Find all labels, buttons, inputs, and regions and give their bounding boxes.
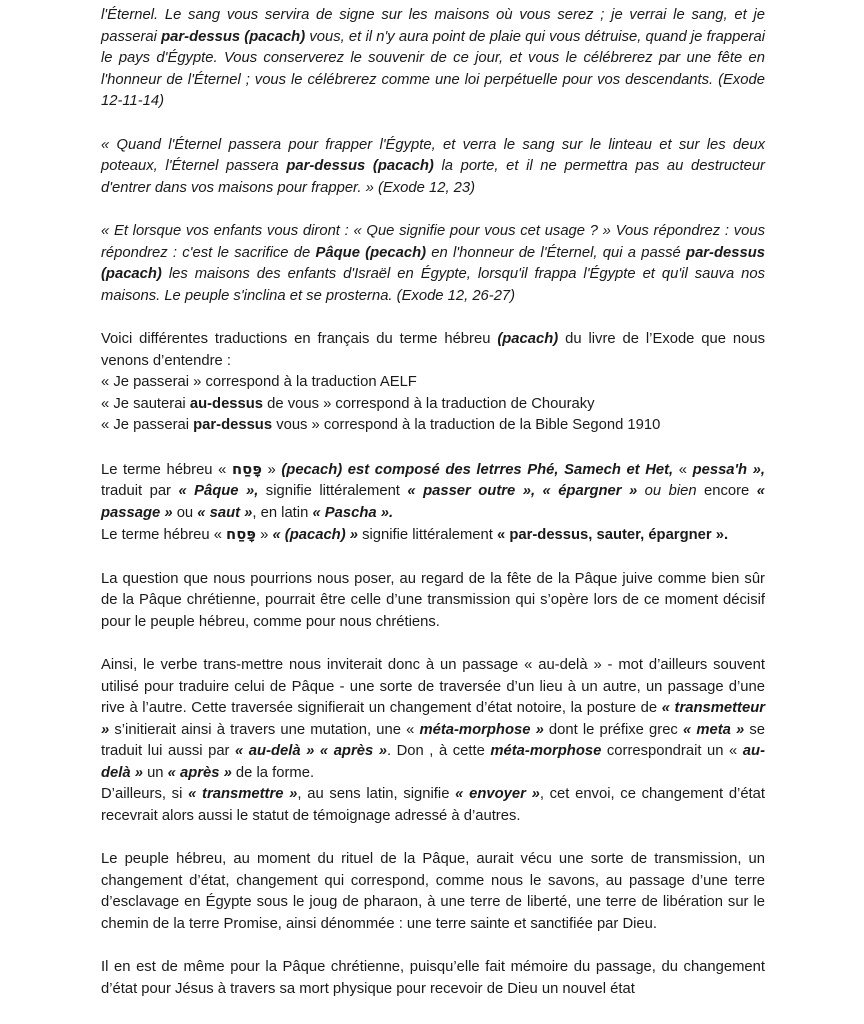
text-run: vous, et il n'y aura point de plaie qui vous détruise, quand je frapperai le pays d'Égypte. Vous conserverez le souvenir de ce jour, et vous le célébrerez par une fête en l'honneur de l'Éternel ; vous le célébrerez comme une loi perpétuelle pour vos descendants. (Exode 12-11-14) [101,28,765,109]
paque-chretienne [101,957,765,1000]
text-run: « Je sauterai [101,395,190,412]
terme-hebreu-pecach [101,459,765,525]
text-run: « par-dessus, sauter, épargner ». [496,527,729,543]
text-run: « au-delà » « après » [235,743,387,759]
intro-traductions [101,329,765,372]
text-run: par-dessus [193,417,273,433]
text-run: « passage » [101,483,765,521]
text-run: Le terme hébreu « [101,461,232,478]
text-run: ou [172,504,198,521]
text-run: La question que nous pourrions nous poser, au regard de la fête de la Pâque juive comme bien sûr de la Pâque chrétienne, pourrait être celle d’une transmission qui s’opère lors de ce moment décisif pour le peuple hébreu, comme pour nous chrétiens. [101,570,765,630]
question-transmission [101,569,765,634]
text-run: « transmettre » [188,786,298,802]
text-run: Il en est de même pour la Pâque chrétienne, puisqu’elle fait mémoire du passage, du changement d’état pour Jésus à travers sa mort physique pour recevoir de Dieu un nouvel état [101,959,765,997]
text-run: Pâque (pecach) [315,244,427,261]
quote-exode-12-23 [101,135,765,200]
text-run: les maisons des enfants d'Israël en Égypte, lorsqu'il frappa l'Égypte et qu'il sauva nos maisons. Le peuple s'inclina et se prosterna. (Exode 12, 26-27) [101,266,765,304]
text-run: se traduit lui aussi par [101,721,765,759]
quote-exode-12-26-27 [101,221,765,307]
text-run: du livre de l’Exode que nous venons d’entendre : [101,331,765,369]
text-run: correspondrait un « [601,743,743,759]
text-run: « saut » [197,504,253,521]
text-run: pessa'h », [692,461,766,478]
text-run: « envoyer » [455,786,540,802]
text-run: « Je passerai [101,417,194,433]
hebrew-term: פָּסַח [226,526,256,543]
text-run: , cet envoi, ce changement d’état recevrait alors aussi le statut de témoignage adressé à d’autres. [101,786,766,824]
text-run: de vous » correspond à la traduction de Chouraky [263,395,595,412]
text-run: Voici différentes traductions en français du terme hébreu [101,331,498,347]
text-run: « meta » [682,721,745,738]
text-run: Le peuple hébreu, au moment du rituel de la Pâque, aurait vécu une sorte de transmission, un changement d’état, changement qui correspond, comme nous le savons, au passage d’une terre d’esclavage en Égypte sous le joug de pharaon, à une terre de liberté, une terre de libération sur le chemin de la terre Promise, ainsi dénommée : une terre sainte et sanctifiée par Dieu. [101,851,765,932]
text-run: , au sens latin, signifie [297,786,456,802]
text-run: « [673,461,693,478]
text-run: par-dessus (pacach) [161,28,306,45]
text-run: au-dessus [189,395,264,412]
text-run: par-dessus (pacach) [101,244,765,282]
text-run: en l'honneur de l'Éternel, qui a passé [426,244,687,261]
text-run: Le terme hébreu « [101,527,227,543]
text-run: Ainsi, le verbe trans-mettre nous inviterait donc à un passage « au-delà » - mot d’ailleurs souvent utilisé pour traduire celui de Pâque - une sorte de traversée d’un lieu à un autre, un passage d’une rive à l’autre. Cette traversée signifierait un changement d’état notoire, la posture de [101,657,765,716]
text-run: la porte, et il ne permettra pas au destructeur d'entrer dans vos maisons pour frapper. » (Exode 12, 23) [101,158,765,196]
text-run: méta-morphose » [419,721,544,738]
text-run: « transmetteur » [101,700,765,738]
text-run: signifie littéralement [357,527,497,543]
text-run: « passer outre », « épargner » [407,483,638,499]
text-run: . Don , à cette [386,743,491,759]
text-run: « Et lorsque vos enfants vous diront : « Que signifie pour vous cet usage ? » Vous répondrez : vous répondrez : c'est le sacrifice de [101,223,765,261]
text-run: « Pascha ». [312,504,394,521]
text-run: » [261,461,282,478]
text-run: « Quand l'Éternel passera pour frapper l'Égypte, et verra le sang sur le linteau et sur les deux poteaux, l'Éternel passera [101,136,765,174]
text-run: de la forme. [231,764,315,781]
text-run: « (pacach) » [272,527,358,543]
text-run: (pacach) [497,331,559,347]
text-run: signifie littéralement [258,483,408,499]
text-run: par-dessus (pacach) [286,158,434,174]
peuple-hebreu-passage [101,849,765,935]
text-run: un [142,764,168,781]
transmettre-envoyer [101,784,765,827]
text-run: (pecach) est composé des letrres Phé, Samech et Het, [281,461,674,478]
text-run: vous » correspond à la traduction de la Bible Segond 1910 [272,417,661,433]
text-run: s’initierait ainsi à travers une mutation, une « [109,721,420,738]
text-run: encore [704,483,757,499]
terme-hebreu-pacach [101,524,765,547]
hebrew-term: פָּסַח [231,460,262,478]
traduction-aelf [101,372,765,394]
text-run: D’ailleurs, si [101,786,189,802]
document-content [101,5,765,1000]
text-run: ou bien [637,483,705,499]
text-run: « Pâque », [178,483,259,499]
text-run: « après » [167,764,232,781]
quote-exode-12-11-14 [101,5,765,113]
text-run: , en latin [252,504,313,521]
text-run: l'Éternel. Le sang vous servira de signe sur les maisons où vous serez ; je verrai le sang, et je passerai [101,7,765,45]
text-run: « Je passerai » correspond à la traduction AELF [101,374,417,390]
trans-mettre [101,655,765,784]
text-run: au-delà » [101,743,765,781]
traduction-segond [101,415,765,437]
text-run: dont le préfixe grec [543,721,683,738]
text-run: traduit par [101,483,179,499]
text-run: » [256,527,273,543]
traduction-chouraky [101,394,765,416]
text-run: méta-morphose [490,743,602,759]
